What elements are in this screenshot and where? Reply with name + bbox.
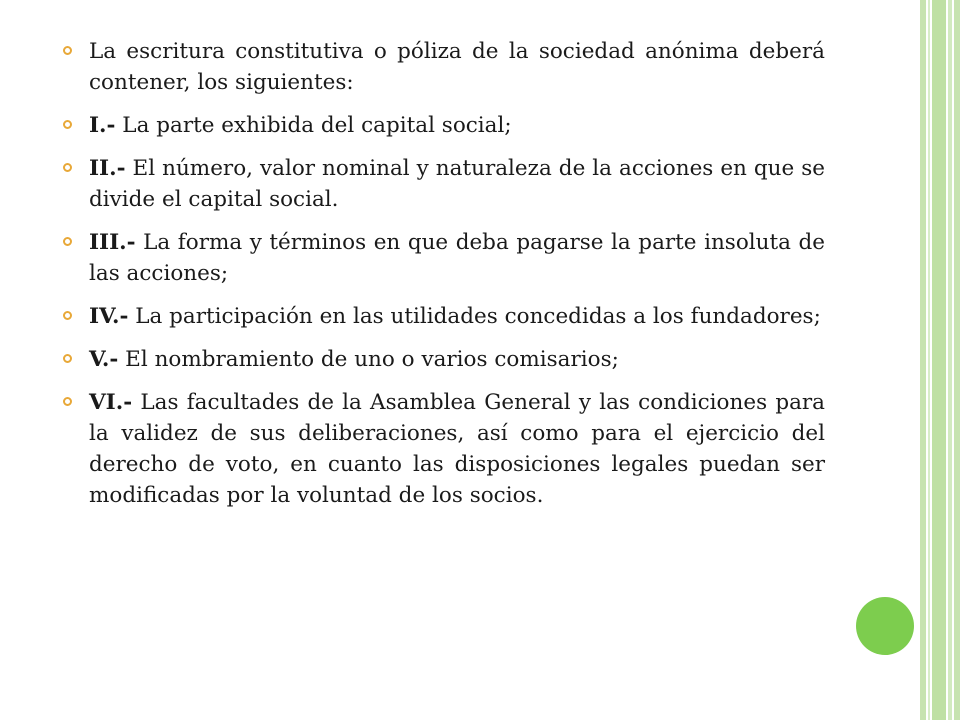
bullet-item-3 [62, 227, 825, 289]
stripe [954, 0, 960, 720]
bullet-ring-icon [63, 120, 72, 129]
bullet-ring-icon [63, 46, 72, 55]
bullet-text: La forma y términos en que deba pagarse la parte insoluta de las acciones; [89, 230, 825, 286]
bullet-text: El número, valor nominal y naturaleza de la acciones en que se divide el capital social. [89, 156, 825, 212]
green-circle-icon [856, 597, 914, 655]
numeral: V.- [89, 347, 119, 372]
bullet-item-6 [62, 387, 825, 511]
numeral: VI.- [89, 390, 133, 415]
bullet-ring-icon [63, 354, 72, 363]
bullet-text: El nombramiento de uno o varios comisarios; [118, 347, 619, 372]
bullet-ring-icon [63, 237, 72, 246]
bullet-ring-icon [63, 163, 72, 172]
numeral: II.- [89, 156, 126, 181]
stripe [920, 0, 926, 720]
bullet-text: La parte exhibida del capital social; [115, 113, 512, 138]
decorative-stripes [920, 0, 960, 720]
bullet-text: La escritura constitutiva o póliza de la sociedad anónima deberá contener, los siguientes: [89, 39, 825, 95]
numeral: III.- [89, 230, 136, 255]
numeral: I.- [89, 113, 116, 138]
bullet-ring-icon [63, 397, 72, 406]
bullet-item-5 [62, 344, 825, 375]
stripe [932, 0, 946, 720]
stripe [948, 0, 952, 720]
bullet-ring-icon [63, 311, 72, 320]
bullet-item-4 [62, 301, 825, 332]
bullet-list [62, 36, 825, 511]
bullet-text: La participación en las utilidades concedidas a los fundadores; [128, 304, 821, 329]
bullet-intro [62, 36, 825, 98]
numeral: IV.- [89, 304, 129, 329]
stripe [928, 0, 930, 720]
bullet-item-1 [62, 110, 825, 141]
bullet-item-2 [62, 153, 825, 215]
bullet-text: Las facultades de la Asamblea General y las condiciones para la validez de sus deliberaciones, así como para el ejercicio del derecho de voto, en cuanto las disposiciones legales puedan ser modificadas por la voluntad de los socios. [89, 390, 825, 508]
